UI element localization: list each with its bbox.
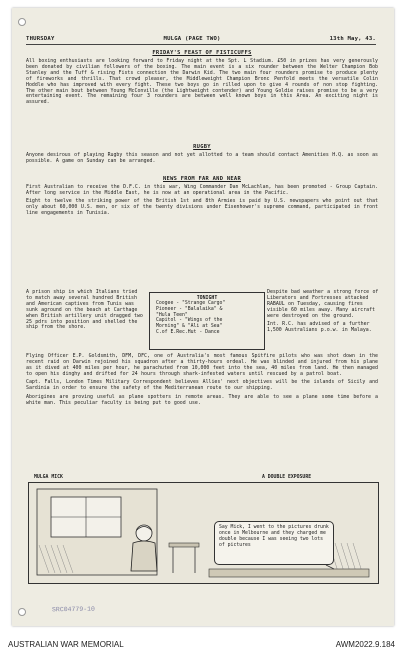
article-body: First Australian to receive the D.F.C. in this war, Wing Commander Dan McLachlan, has been promoted - Group Captain. After long service in the Middle East, he is now at an operational area in the Pacific.: [26, 184, 378, 196]
tonight-title: TONIGHT: [196, 295, 218, 301]
article-title: RUGBY: [193, 144, 211, 150]
header-paper: MULGA (PAGE TWO): [163, 36, 221, 42]
rugby-article: [26, 144, 378, 167]
article-title: FRIDAY'S FEAST OF FISTICUFFS: [152, 50, 252, 56]
speech-bubble: Say Mick, I went to the pictures drunk once in Melbourne and they charged me double because I was seeing two lots of pictures: [214, 521, 334, 565]
article-body: Flying Officer E.P. Goldsmith, DFM, DFC, one of Australia's most famous Spitfire pilots who was shot down in the recent raid on Darwin rejoined his squadron after a thirty-hours ordeal. He was blinded and injured from his plane as it dived at 400 miles per hour, he parachuted from 10,000 feet into the sea, 40 miles from land. He then managed to open his dinghy and drifted for 24 hours through shark-infested waters until rescued by a patrol boat.: [26, 353, 378, 377]
article-body: All boxing enthusiasts are looking forward to Friday night at the Spt. L Stadium. £50 in prizes has very generously been donated by civilian followers of the boxing. The main event is a six rounder between the Welter Champion Bob Stanley and the Tuff & rising Fists connection the Darwin Kid. The two main four rounders promise to produce plenty of fireworks and thrills. That crowd pleaser, the Middleweight Champion Bronc Penfold meets the versatile Colin Hoddle who has improved with every fight. These two boys go in rilled upon to give 4 rounds of non stop fighting. The other main bout between Young McConville (the Lightweight contender) and Young Goldie raises promise to be a very entertaining event. The remaining four 3 rounders are between well known boys in this Area. An exciting night is assured.: [26, 58, 378, 106]
header-divider: [26, 44, 376, 45]
tonight-row: Capitol - "Wings of the: [156, 318, 223, 324]
tonight-box: [149, 292, 265, 350]
article-body: Int. R.C. has advised of a further 1,500 Australians p.o.w. in Malaya.: [267, 321, 372, 334]
footer-accession: AWM2022.9.184: [335, 639, 395, 649]
tonight-row: Coogee - "Strange Cargo": [156, 301, 226, 306]
article-body: Anyone desirous of playing Rugby this season and not yet allotted to a team should contact Amenities H.Q. as soon as possible. A game on Sunday can be arranged.: [26, 152, 378, 164]
header-day: THURSDAY: [26, 36, 55, 42]
archive-stamp: SRC04779-10: [51, 605, 95, 614]
left-column-news: [26, 290, 144, 334]
article-title: NEWS FROM FAR AND NEAR: [163, 176, 241, 182]
article-body: Eight to twelve the striking power of the British 1st and 8th Armies is paid by U.S. newspapers who point out that only about 60,000 U.S. men, or six of the twenty divisions under Eisenhower's supreme command, participated in front line engagements in Tunisia.: [26, 198, 378, 217]
right-column-news: [267, 290, 379, 337]
more-news: [26, 354, 378, 409]
punch-hole: [18, 608, 26, 616]
footer-bar: [0, 635, 403, 653]
article-body: Aborigines are proving useful as plane spotters in remote areas. They are able to see a plane some time before a white man. This peculiar faculty is being put to good use.: [26, 393, 378, 406]
tonight-row: C.of E.Rec.Hut - Dance: [156, 329, 220, 335]
article-body: Capt. Falls, London Times Military Correspondent believes Allies' next objectives will be the islands of Sicily and Sardinia in order to ensure the safety of the Mediterranean route to our shipping.: [26, 379, 378, 392]
tonight-row: Morning" & "Ali at Sea": [156, 324, 223, 330]
tonight-row: Pioneer - "Balalaika" &: [156, 306, 223, 312]
footer-institution: AUSTRALIAN WAR MEMORIAL: [8, 639, 124, 649]
article-body: Despite bad weather a strong force of Liberators and Fortresses attacked RABAUL on Tuesday, causing fires visible 60 miles away. Many aircraft were destroyed on the ground.: [267, 289, 379, 319]
tonight-row: "Hula Teen": [156, 312, 188, 318]
news-article: [26, 176, 378, 220]
article-body: A prison ship in which Italians tried to match away several hundred British and American captives from Tunis was sunk aground on the beach at Carthage when British artillery unit dragged two 25 pdrs into position and shelled the ship from the shore.: [26, 289, 143, 331]
header-date: 13th May, 43.: [329, 36, 376, 42]
cartoon-panel: [28, 482, 379, 584]
boxing-article: [26, 50, 378, 109]
page-header: [26, 36, 376, 42]
punch-hole: [18, 18, 26, 26]
cartoon-caption-left: MULGA MICK: [34, 475, 63, 480]
newsletter-page: [12, 8, 394, 626]
cartoon-caption-right: A DOUBLE EXPOSURE: [262, 475, 312, 480]
